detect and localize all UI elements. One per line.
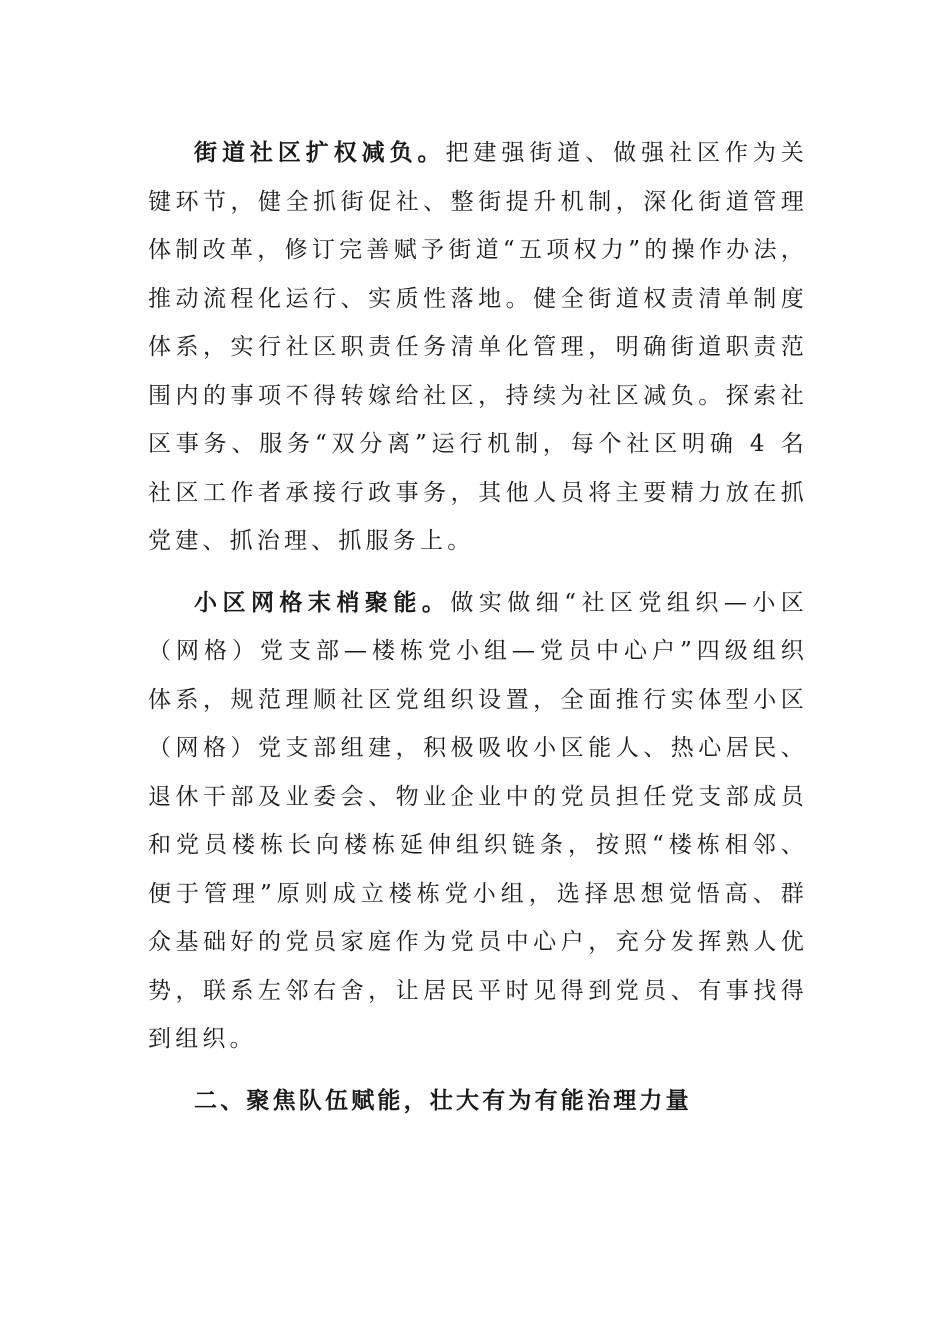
document-body xyxy=(148,129,808,1125)
paragraph-grid-community xyxy=(148,579,808,1064)
paragraph-street-community xyxy=(148,129,808,566)
paragraph-text: 把建强街道、做强社区作为关键环节，健全抓街促社、整街提升机制，深化街道管理体制改革，修订完善赋予街道“五项权力”的操作办法，推动流程化运行、实质性落地。健全街道权责清单制度体系，实行社区职责任务清单化管理，明确街道职责范围内的事项不得转嫁给社区，持续为社区减负。探索社区事务、服务“双分离”运行机制，每个社区明确 4 名社区工作者承接行政事务，其他人员将主要精力放在抓党建、抓治理、抓服务上。 xyxy=(148,140,808,554)
paragraph-text: 做实做细“社区党组织—小区（网格）党支部—楼栋党小组—党员中心户”四级组织体系，规范理顺社区党组织设置，全面推行实体型小区（网格）党支部组建，积极吸收小区能人、热心居民、退休干部及业委会、物业企业中的党员担任党支部成员和党员楼栋长向楼栋延伸组织链条，按照“楼栋相邻、便于管理”原则成立楼栋党小组，选择思想觉悟高、群众基础好的党员家庭作为党员中心户，充分发挥熟人优势，联系左邻右舍，让居民平时见得到党员、有事找得到组织。 xyxy=(148,589,809,1052)
section-heading: 二、聚焦队伍赋能，壮大有为有能治理力量 xyxy=(194,1086,692,1114)
paragraph-lead: 小区网格末梢聚能。 xyxy=(194,588,451,616)
paragraph-lead: 街道社区扩权减负。 xyxy=(194,139,446,166)
